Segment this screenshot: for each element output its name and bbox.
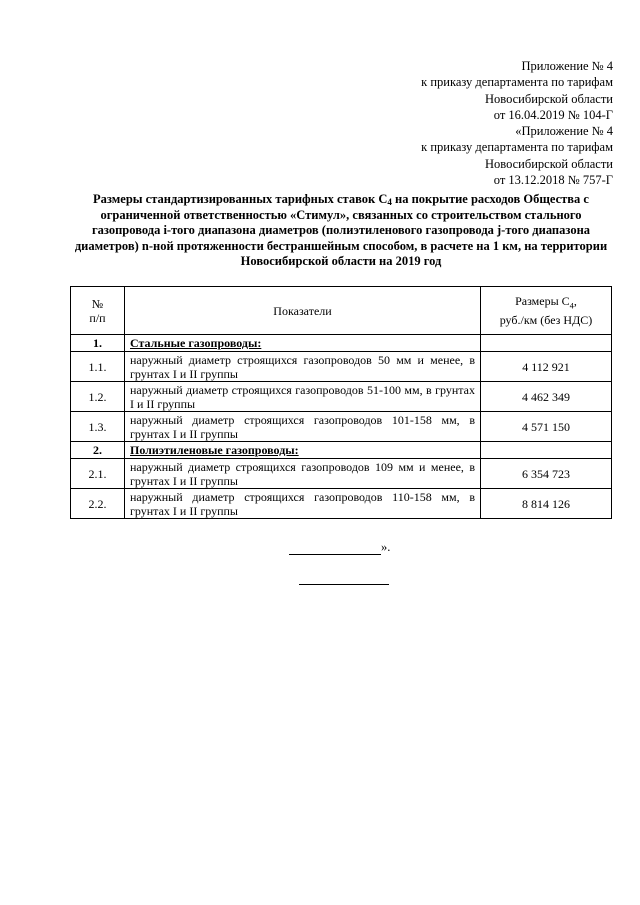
title-text-end: на покрытие расходов Общества с ограниченной ответственностью «Стимул», связанных со строительством стального газопровода i-того диапазона диаметров (полиэтиленового газопровода j-того диапазона диаметров) n-ной протяженности бестраншейным способом, в расчете на 1 км, на территории Новосибирской области на 2019 год (74, 192, 608, 269)
header-indicator-cell: Показатели (125, 287, 481, 335)
appendix-line: Новосибирской области (484, 91, 613, 106)
separator-line (299, 584, 389, 585)
row-indicator-cell: наружный диаметр строящихся газопроводов 110-158 мм, в грунтах I и II группы (125, 489, 481, 519)
row-indicator-cell: наружный диаметр строящихся газопроводов 51-100 мм, в грунтах I и II группы (125, 382, 481, 412)
table-row (71, 459, 612, 489)
section-title-cell: Полиэтиленовые газопроводы: (125, 442, 481, 459)
row-value-cell: 4 462 349 (481, 382, 612, 412)
appendix-line: Приложение № 4 (521, 59, 613, 73)
title-subscript: 4 (387, 197, 392, 207)
section-title-cell: Стальные газопроводы: (125, 335, 481, 352)
row-indicator-cell: наружный диаметр строящихся газопроводов 109 мм и менее, в грунтах I и II группы (125, 459, 481, 489)
title-text-start: Размеры стандартизированных тарифных ставок С (93, 192, 388, 206)
rates-table (70, 286, 612, 519)
row-value-cell: 6 354 723 (481, 459, 612, 489)
header-number-line: № (91, 296, 104, 311)
header-number-cell (71, 287, 125, 335)
section-row (71, 442, 612, 459)
appendix-line: от 13.12.2018 № 757-Г (493, 173, 613, 188)
row-indicator-cell: наружный диаметр строящихся газопроводов 50 мм и менее, в грунтах I и II группы (125, 352, 481, 382)
closing-mark (289, 540, 390, 555)
row-value-cell: 4 112 921 (481, 352, 612, 382)
row-value-cell (481, 442, 612, 459)
section-row (71, 335, 612, 352)
row-value-cell: 4 571 150 (481, 412, 612, 442)
closing-quote: ». (381, 540, 391, 554)
table-row (71, 412, 612, 442)
row-number-cell: 1.3. (71, 412, 125, 442)
header-number-line: п/п (89, 310, 106, 325)
row-indicator-cell: наружный диаметр строящихся газопроводов 101-158 мм, в грунтах I и II группы (125, 412, 481, 442)
header-value-unit: руб./км (без НДС) (499, 312, 593, 327)
row-number-cell: 2.1. (71, 459, 125, 489)
row-number-cell: 1. (71, 335, 125, 352)
row-number-cell: 1.1. (71, 352, 125, 382)
document-title (70, 192, 612, 270)
row-number-cell: 2.2. (71, 489, 125, 519)
closing-underline (289, 541, 381, 555)
appendix-header (421, 58, 613, 188)
header-value-comma: , (573, 294, 577, 309)
header-value-line (486, 294, 606, 312)
row-number-cell: 2. (71, 442, 125, 459)
table-row (71, 352, 612, 382)
appendix-line: к приказу департамента по тарифам (421, 75, 613, 90)
appendix-line: к приказу департамента по тарифам (421, 140, 613, 155)
header-value-subscript: 4 (569, 300, 574, 311)
appendix-line: от 16.04.2019 № 104-Г (493, 107, 613, 122)
row-number-cell: 1.2. (71, 382, 125, 412)
table-header-row (71, 287, 612, 335)
header-value-text: Размеры С (515, 294, 570, 309)
row-value-cell: 8 814 126 (481, 489, 612, 519)
row-value-cell (481, 335, 612, 352)
appendix-line: «Приложение № 4 (515, 124, 613, 139)
header-value-cell (481, 287, 612, 335)
table-row (71, 382, 612, 412)
table-row (71, 489, 612, 519)
appendix-line: Новосибирской области (484, 156, 613, 171)
